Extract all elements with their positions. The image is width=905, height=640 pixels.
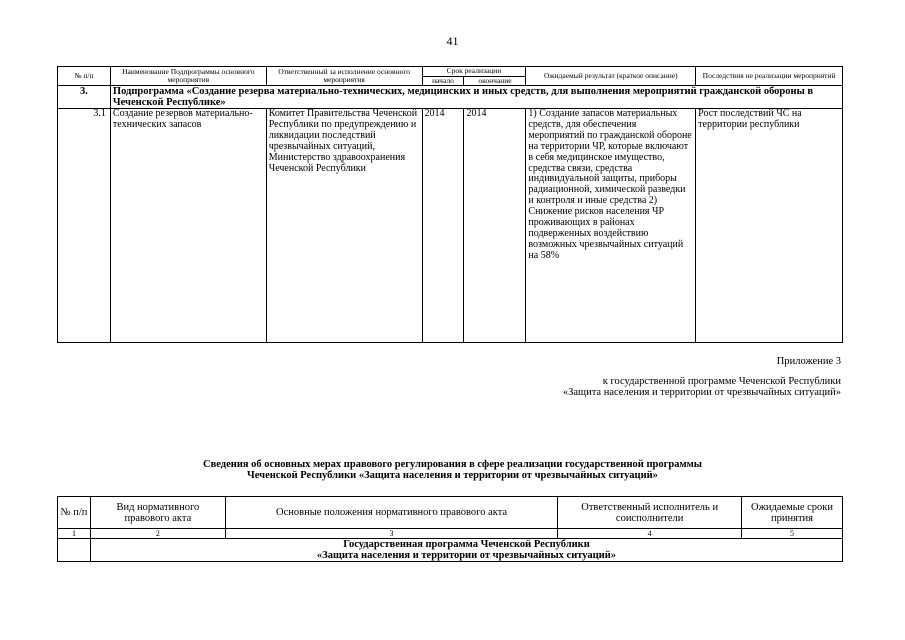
program-title xyxy=(90,539,842,562)
appendix-title: Приложение 3 xyxy=(776,356,841,367)
program-title-line-2: «Защита населения и территории от чрезвычайных ситуаций» xyxy=(316,550,617,561)
page-number: 41 xyxy=(446,34,459,48)
row-start: 2014 xyxy=(422,109,464,343)
row-end: 2014 xyxy=(464,109,526,343)
table-row xyxy=(58,109,843,343)
row-consequence: Рост последствий ЧС на территории республики xyxy=(696,109,843,343)
program-num-cell xyxy=(58,539,91,562)
section-row xyxy=(58,86,843,109)
header-result: Ожидаемый результат (краткое описание) xyxy=(526,67,696,86)
header-term: Срок реализации xyxy=(422,67,526,77)
appendix-line-2: «Защита населения и территории от чрезвычайных ситуаций» xyxy=(562,387,841,398)
program-row xyxy=(58,539,843,562)
col-number: 5 xyxy=(742,529,843,539)
header-provisions: Основные положения нормативного правового акта xyxy=(225,497,557,529)
col-number: 3 xyxy=(225,529,557,539)
header-start: начало xyxy=(422,76,464,86)
header-consequence: Последствия не реализации мероприятий xyxy=(696,67,843,86)
row-responsible: Комитет Правительства Чеченской Республики по предупреждению и ликвидации последствий чрезвычайных ситуаций, Министерство здравоохранения Чеченской Республики xyxy=(266,109,422,343)
regulation-table xyxy=(57,496,843,562)
appendix-block xyxy=(563,356,841,399)
header-num: № п/п xyxy=(58,497,91,529)
header-dates: Ожидаемые сроки принятия xyxy=(742,497,843,529)
col-number: 1 xyxy=(58,529,91,539)
header-end: окончание xyxy=(464,76,526,86)
header-act-type: Вид нормативного правового акта xyxy=(90,497,225,529)
row-name: Создание резервов материально-технических запасов xyxy=(110,109,266,343)
regulation-heading xyxy=(0,459,905,481)
header-name: Наименование Подпрограммы основного мероприятия xyxy=(110,67,266,86)
col-number: 4 xyxy=(558,529,742,539)
regulation-heading-line-1: Сведения об основных мерах правового регулирования в сфере реализации государственной программы xyxy=(203,459,702,470)
row-number: 3.1 xyxy=(58,109,111,343)
program-title-line-1: Государственная программа Чеченской Республики xyxy=(343,539,590,550)
section-title: Подпрограмма «Создание резерва материально-технических, медицинских и иных средств, для выполнения мероприятий гражданской обороны в Чеченской Республике» xyxy=(110,86,842,109)
appendix-line-1: к государственной программе Чеченской Республики xyxy=(602,375,841,387)
header-responsible: Ответственный за исполнение основного мероприятия xyxy=(266,67,422,86)
section-number: 3. xyxy=(58,86,111,109)
header-num: № п/п xyxy=(58,67,111,86)
col-number: 2 xyxy=(90,529,225,539)
measures-table xyxy=(57,66,843,343)
header-executor: Ответственный исполнитель и соисполнители xyxy=(558,497,742,529)
regulation-heading-line-2: Чеченской Республики «Защита населения и территории от чрезвычайных ситуаций» xyxy=(247,470,658,481)
row-result: 1) Создание запасов материальных средств, для обеспечения мероприятий по гражданской обороне на территории ЧР, которые включают в себя медицинское имущество, средства связи, средства индивидуальной защиты, приборы радиационной, химической разведки и контроля и иные средства 2) Снижение рисков населения ЧР проживающих в районах подверженных воздействию возможных чрезвычайных ситуаций на 58% xyxy=(526,109,696,343)
